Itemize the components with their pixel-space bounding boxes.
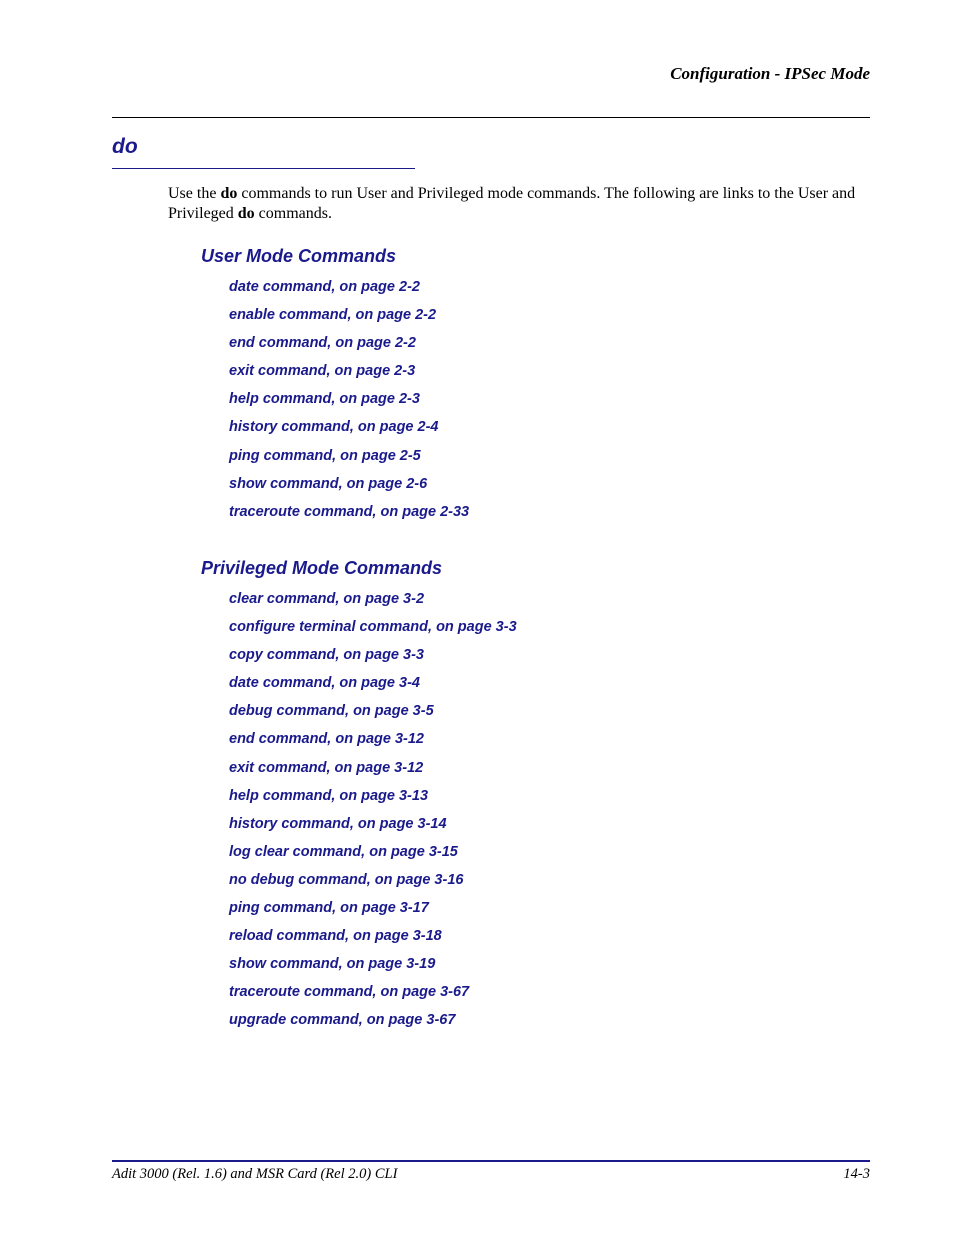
priv-link-clear[interactable]: clear command, on page 3-2 — [229, 591, 425, 607]
user-link-end[interactable]: end command, on page 2-2 — [229, 335, 416, 352]
user-link-ping[interactable]: ping command, on page 2-5 — [229, 447, 421, 464]
priv-link-help[interactable]: help command, on page 3-13 — [229, 787, 429, 804]
priv-link-exit[interactable]: exit command, on page 3-12 — [229, 759, 424, 776]
intro-paragraph — [168, 184, 870, 224]
user-mode-link-list — [229, 273, 469, 526]
priv-link-end[interactable]: end command, on page 3-12 — [229, 731, 424, 748]
footer-rule — [112, 1160, 870, 1162]
footer-document-title: Adit 3000 (Rel. 1.6) and MSR Card (Rel 2.0) CLI — [112, 1166, 398, 1182]
section-title: do — [112, 135, 138, 158]
intro-text-3: commands. — [254, 205, 332, 222]
intro-text-2: commands to run User and Privileged mode commands. The following are links to the User and Privileged — [168, 185, 856, 222]
header-rule — [112, 117, 870, 118]
user-link-history[interactable]: history command, on page 2-4 — [229, 419, 439, 436]
priv-link-reload[interactable]: reload command, on page 3-18 — [229, 928, 442, 945]
priv-link-upgrade[interactable]: upgrade command, on page 3-67 — [229, 1012, 456, 1029]
priv-link-date[interactable]: date command, on page 3-4 — [229, 675, 420, 692]
priv-link-history[interactable]: history command, on page 3-14 — [229, 815, 447, 832]
intro-bold-do-2: do — [237, 205, 255, 222]
priv-link-configure-terminal[interactable]: configure terminal command, on page 3-3 — [229, 619, 517, 636]
priv-link-debug[interactable]: debug command, on page 3-5 — [229, 703, 434, 720]
user-mode-heading: User Mode Commands — [201, 246, 397, 266]
priv-link-traceroute[interactable]: traceroute command, on page 3-67 — [229, 984, 470, 1001]
priv-link-log-clear[interactable]: log clear command, on page 3-15 — [229, 843, 458, 860]
section-title-rule — [112, 168, 415, 169]
privileged-mode-heading: Privileged Mode Commands — [201, 558, 443, 578]
priv-link-ping[interactable]: ping command, on page 3-17 — [229, 900, 429, 917]
priv-link-no-debug[interactable]: no debug command, on page 3-16 — [229, 871, 464, 888]
intro-bold-do-1: do — [220, 185, 238, 202]
user-link-traceroute[interactable]: traceroute command, on page 2-33 — [229, 503, 470, 520]
footer-page-number: 14-3 — [843, 1166, 870, 1182]
priv-link-copy[interactable]: copy command, on page 3-3 — [229, 647, 424, 664]
user-link-date[interactable]: date command, on page 2-2 — [229, 279, 420, 295]
priv-link-show[interactable]: show command, on page 3-19 — [229, 956, 436, 973]
privileged-mode-link-list — [229, 585, 517, 1035]
intro-text-1: Use the — [168, 185, 221, 202]
user-link-show[interactable]: show command, on page 2-6 — [229, 475, 428, 492]
running-header-title: Configuration - IPSec Mode — [670, 64, 870, 83]
user-link-enable[interactable]: enable command, on page 2-2 — [229, 307, 437, 324]
user-link-exit[interactable]: exit command, on page 2-3 — [229, 363, 416, 380]
user-link-help[interactable]: help command, on page 2-3 — [229, 391, 420, 408]
